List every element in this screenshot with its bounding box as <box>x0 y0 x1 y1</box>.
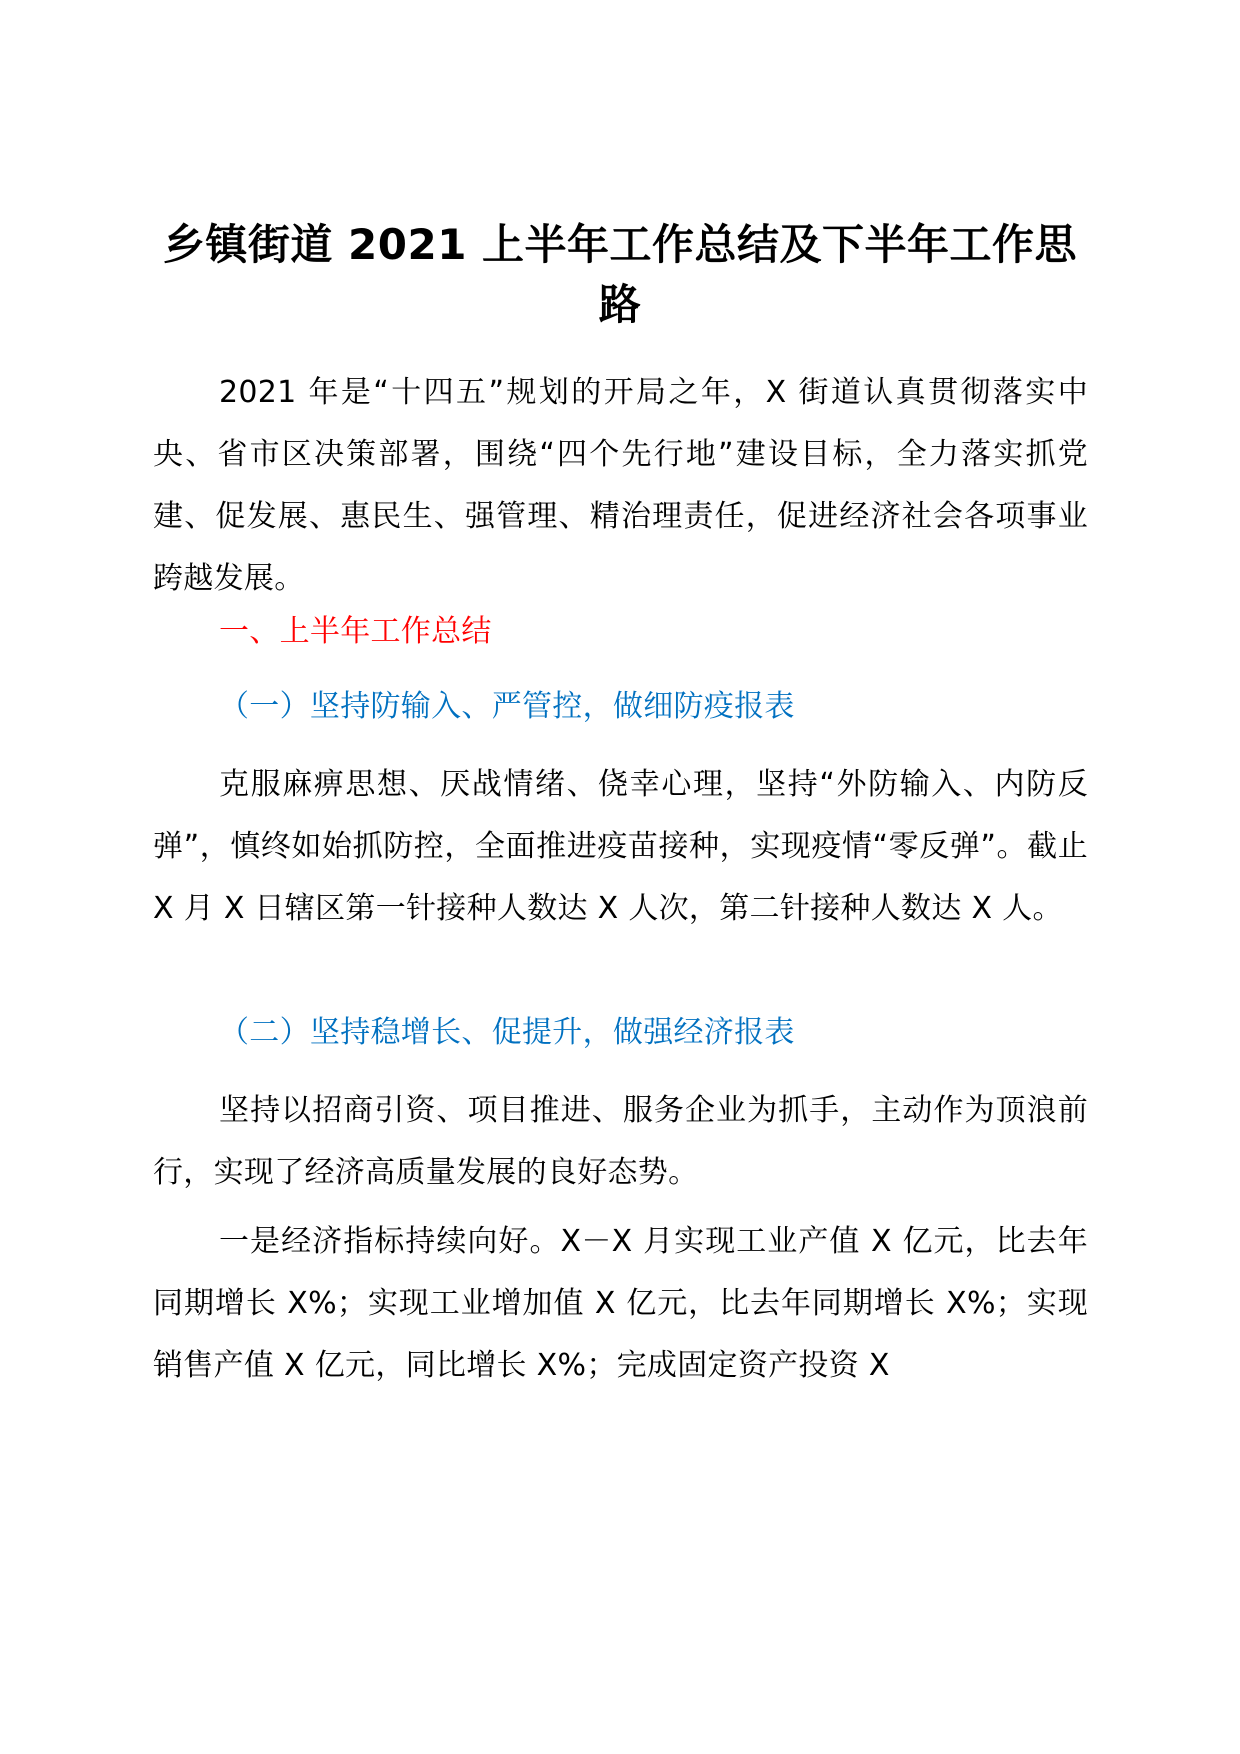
subsection-heading-epidemic-prevention: （一）坚持防输入、严管控，做细防疫报表 <box>219 689 795 724</box>
epidemic-prevention-paragraph: 克服麻痹思想、厌战情绪、侥幸心理，坚持“外防输入、内防反弹”，慎终如始抓防控，全面推进疫苗接种，实现疫情“零反弹”。截止 X 月 X 日辖区第一针接种人数达 X 人次，第二针接种人数达 X 人。 <box>153 767 1088 926</box>
section-heading-first-half-summary: 一、上半年工作总结 <box>219 614 492 649</box>
intro-paragraph: 2021 年是“十四五”规划的开局之年，X 街道认真贯彻落实中央、省市区决策部署，围绕“四个先行地”建设目标，全力落实抓党建、促发展、惠民生、强管理、精治理责任，促进经济社会各项事业跨越发展。 <box>153 375 1088 596</box>
subsection-heading-economic-growth: （二）坚持稳增长、促提升，做强经济报表 <box>219 1015 795 1050</box>
economic-indicators-paragraph: 一是经济指标持续向好。X－X 月实现工业产值 X 亿元，比去年同期增长 X%；实现工业增加值 X 亿元，比去年同期增长 X%；实现销售产值 X 亿元，同比增长 X%；完成固定资产投资 X <box>153 1224 1088 1383</box>
economic-growth-paragraph: 坚持以招商引资、项目推进、服务企业为抓手，主动作为顶浪前行，实现了经济高质量发展的良好态势。 <box>153 1093 1088 1190</box>
document-title: 乡镇街道 2021 上半年工作总结及下半年工作思路 <box>162 220 1078 329</box>
